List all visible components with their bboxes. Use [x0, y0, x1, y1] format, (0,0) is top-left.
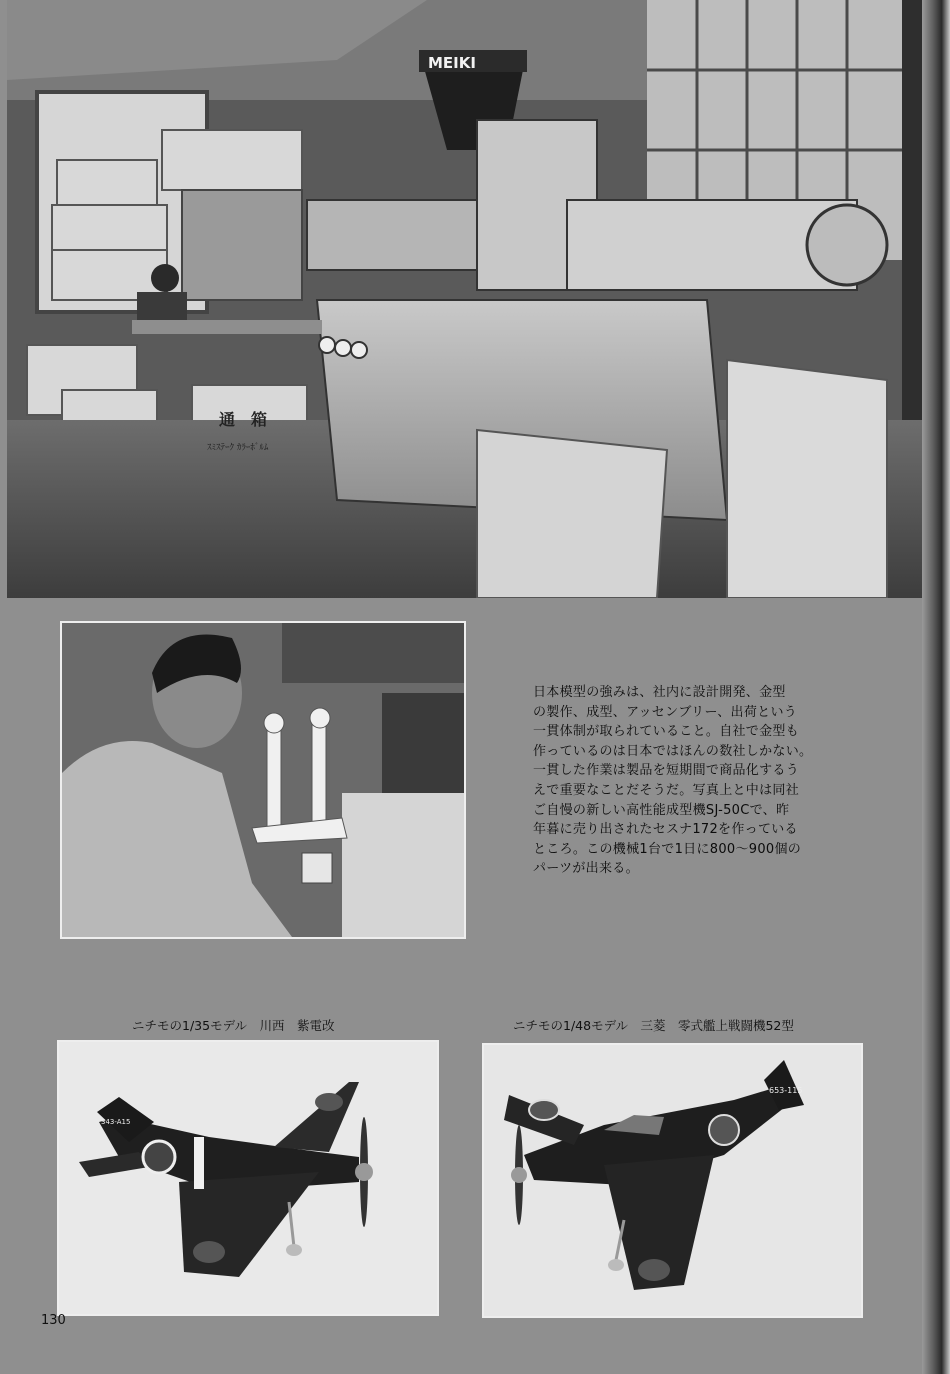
machine-brand-label: MEIKI [428, 54, 476, 72]
box-sublabel: ｽﾐｽﾃｰｸ ｶﾗｰﾎﾞﾙﾑ [207, 443, 269, 453]
right-plane-caption: ニチモの1/48モデル 三菱 零式艦上戦闘機52型 [513, 1018, 794, 1033]
left-plane-code: 343-A15 [101, 1118, 131, 1126]
article-line: 年暮に売り出されたセスナ172を作っている [533, 822, 798, 838]
article-line: の製作、成型、アッセンブリー、出荷という [533, 704, 798, 720]
article-line: ところ。この機械1台で1日に800～900個の [533, 841, 802, 857]
article-line: 作っているのは日本ではほんの数社しかない。 [533, 743, 813, 759]
worker-photo [60, 621, 466, 939]
zero-model-photo [482, 1043, 863, 1318]
factory-machine-photo [7, 0, 925, 598]
page-binding-edge [922, 0, 950, 1374]
article-line: 一貫体制が取られていること。自社で金型も [533, 724, 800, 740]
article-line: 日本模型の強みは、社内に設計開発、金型 [533, 685, 786, 700]
article-line: ご自慢の新しい高性能成型機SJ-50Cで、昨 [533, 802, 790, 818]
article-line: えで重要なことだそうだ。写真上と中は同社 [533, 782, 800, 798]
box-label: 通 箱 [219, 410, 268, 429]
article-text [533, 683, 833, 879]
article-line: パーツが出来る。 [533, 861, 639, 877]
article-line: 一貫した作業は製品を短期間で商品化するう [533, 763, 800, 779]
shiden-kai-model-photo [57, 1040, 439, 1316]
page-number: 130 [41, 1313, 66, 1328]
left-plane-caption: ニチモの1/35モデル 川西 紫電改 [132, 1018, 335, 1033]
right-plane-code: 653-115 [769, 1086, 803, 1095]
